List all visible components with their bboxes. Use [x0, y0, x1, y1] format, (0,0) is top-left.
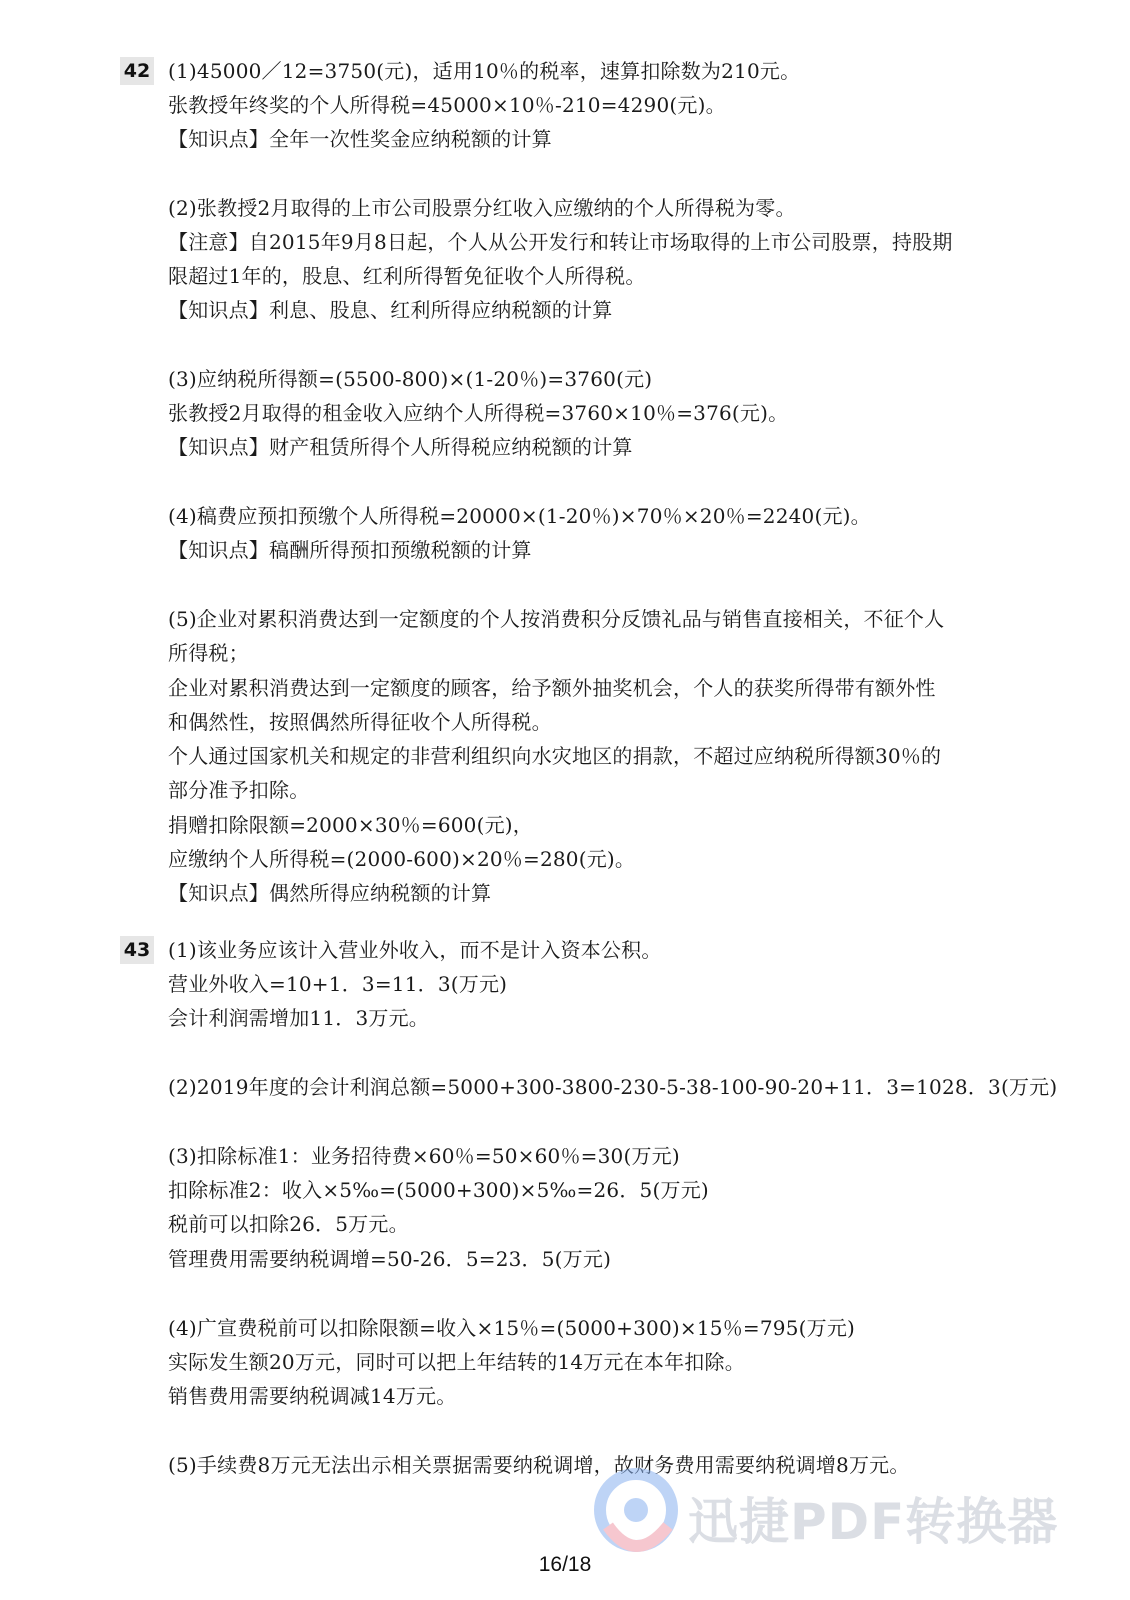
page-number: 16/18	[538, 1553, 592, 1576]
answer-line: (4)稿费应预扣预缴个人所得税=20000×(1-20％)×70％×20％=2240(元)。	[168, 504, 871, 528]
answer-line: 实际发生额20万元，同时可以把上年结转的14万元在本年扣除。	[168, 1350, 745, 1374]
answer-line: (3)应纳税所得额=(5500-800)×(1-20％)=3760(元)	[168, 367, 653, 391]
answer-line: 张教授2月取得的租金收入应纳个人所得税=3760×10％=376(元)。	[168, 401, 789, 425]
question-number-43: 43	[120, 936, 154, 964]
answer-line: 部分准予扣除。	[168, 778, 310, 802]
answer-line: 销售费用需要纳税调减14万元。	[168, 1384, 457, 1408]
knowledge-point-line: 【知识点】偶然所得应纳税额的计算	[168, 881, 492, 905]
answer-line: 营业外收入=10+1．3=11．3(万元)	[168, 972, 508, 996]
answer-line: 应缴纳个人所得税=(2000-600)×20％=280(元)。	[168, 847, 636, 871]
answer-line: (1)45000／12=3750(元)，适用10％的税率，速算扣除数为210元。	[168, 59, 801, 83]
note-line: 【注意】自2015年9月8日起，个人从公开发行和转让市场取得的上市公司股票，持股期	[168, 230, 953, 254]
answer-line: 个人通过国家机关和规定的非营利组织向水灾地区的捐款，不超过应纳税所得额30％的	[168, 744, 942, 768]
answer-line: (5)企业对累积消费达到一定额度的个人按消费积分反馈礼品与销售直接相关，不征个人	[168, 607, 945, 631]
knowledge-point-line: 【知识点】财产租赁所得个人所得税应纳税额的计算	[168, 435, 633, 459]
answer-line: 管理费用需要纳税调增=50-26．5=23．5(万元)	[168, 1247, 612, 1271]
answer-line: 所得税；	[168, 641, 249, 665]
question-number-42: 42	[120, 57, 154, 85]
answer-line: (2)2019年度的会计利润总额=5000+300-3800-230-5-38-100-90-20+11．3=1028．3(万元)	[168, 1075, 1058, 1099]
answer-line: (1)该业务应该计入营业外收入，而不是计入资本公积。	[168, 938, 662, 962]
answer-line: 和偶然性，按照偶然所得征收个人所得税。	[168, 710, 552, 734]
knowledge-point-line: 【知识点】稿酬所得预扣预缴税额的计算	[168, 538, 532, 562]
answer-line: (4)广宣费税前可以扣除限额=收入×15％=(5000+300)×15％=795(万元)	[168, 1316, 856, 1340]
watermark-text: 迅捷PDF转换器	[688, 1493, 1059, 1551]
brand-logo-icon	[588, 1466, 684, 1562]
note-line: 限超过1年的，股息、红利所得暂免征收个人所得税。	[168, 264, 646, 288]
answer-line: (5)手续费8万元无法出示相关票据需要纳税调增，故财务费用需要纳税调增8万元。	[168, 1453, 910, 1477]
knowledge-point-line: 【知识点】全年一次性奖金应纳税额的计算	[168, 127, 552, 151]
answer-line: 会计利润需增加11．3万元。	[168, 1006, 429, 1030]
answer-line: (3)扣除标准1：业务招待费×60％=50×60％=30(万元)	[168, 1144, 680, 1168]
answer-line: 企业对累积消费达到一定额度的顾客，给予额外抽奖机会，个人的获奖所得带有额外性	[168, 676, 936, 700]
answer-line: (2)张教授2月取得的上市公司股票分红收入应缴纳的个人所得税为零。	[168, 196, 796, 220]
watermark	[588, 1466, 1108, 1566]
knowledge-point-line: 【知识点】利息、股息、红利所得应纳税额的计算	[168, 298, 613, 322]
answer-line: 扣除标准2：收入×5‰=(5000+300)×5‰=26．5(万元)	[168, 1178, 709, 1202]
answer-line: 张教授年终奖的个人所得税=45000×10％-210=4290(元)。	[168, 93, 726, 117]
answer-line: 捐赠扣除限额=2000×30％=600(元)，	[168, 813, 534, 837]
answer-line: 税前可以扣除26．5万元。	[168, 1212, 409, 1236]
